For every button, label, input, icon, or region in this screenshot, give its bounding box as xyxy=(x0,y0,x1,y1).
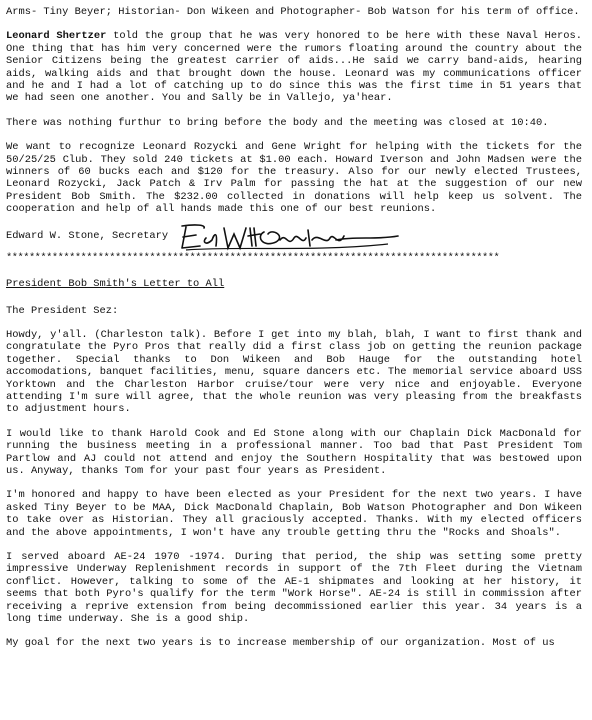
paragraph-shertzer xyxy=(6,30,582,104)
letter-heading: President Bob Smith's Letter to All xyxy=(6,278,225,291)
shertzer-name: Leonard Shertzer xyxy=(6,30,107,43)
letter-paragraph-3: I'm honored and happy to have been elected as your President for the next two years. I have asked Tiny Beyer to be MAA, Dick MacDonald Chaplain, Bob Watson Photographer and Don Wikeen to take over as Historian. They all graciously accepted. Thanks. With my elected officers and the above appointments, I won't have any trouble getting thru the "Rocks and Shoals". xyxy=(6,489,582,539)
letter-salutation: The President Sez: xyxy=(6,304,119,317)
asterisk-divider: ************************************************************************************** xyxy=(6,251,500,264)
letter-paragraph-5: My goal for the next two years is to increase membership of our organization. Most of us xyxy=(6,637,555,650)
paragraph-meeting-closed: There was nothing furthur to bring before the body and the meeting was closed at 10:40. xyxy=(6,116,549,129)
signature-block xyxy=(6,222,582,252)
letter-paragraph-4: I served aboard AE-24 1970 -1974. During that period, the ship was setting some pretty impressive Underway Replenishment records in support of the 7th Fleet during the Vietnam conflict. However, talking to some of the AE-1 shipmates and looking at her history, it seems that both Pyro's qualify for the term "Work Horse". AE-24 is still in commission after receiving a reprive extension from being decommissioned earlier this year. 34 years is a long time underway. She is a good ship. xyxy=(6,551,582,626)
letter-paragraph-1: Howdy, y'all. (Charleston talk). Before I get into my blah, blah, I want to first thank and congratulate the Pyro Pros that really did a first class job on getting the reunion package together. Special thanks to Don Wikeen and Bob Hauge for the outstanding hotel accomodations, banquet facilities, menu, square dancers etc. The memorial service aboard USS Yorktown and the Charleston Harbor cruise/tour were very nice and enjoyable. Everyone attending I'm sure will agree, that the whole reunion was very pleasing from the breakfasts to adjustment hours. xyxy=(6,328,582,416)
secretary-label: Edward W. Stone, Secretary xyxy=(6,230,169,243)
paragraph-recognition: We want to recognize Leonard Rozycki and Gene Wright for helping with the tickets for the 50/25/25 Club. They sold 240 tickets at $1.00 each. Howard Iverson and John Madsen were the winners of 60 bucks each and $120 for the treasury. Also for our newly elected Trustees, Leonard Rozycki, Jack Patch & Irv Palm for passing the hat at the suggestion of our new President Bob Smith. The $232.00 collected in donations will help keep us solvent. The cooperation and help of all hands made this one of our best reunions. xyxy=(6,141,582,216)
paragraph-officers: Arms- Tiny Beyer; Historian- Don Wikeen and Photographer- Bob Watson for his term of office. xyxy=(6,6,580,18)
handwritten-signature xyxy=(176,222,406,252)
letter-paragraph-2: I would like to thank Harold Cook and Ed Stone along with our Chaplain Dick MacDonald for running the business meeting in a professional manner. Too bad that Past President Tom Partlow and AJ could not attend and enjoy the Southern Hospitality that was bestowed upon us. Anyway, thanks Tom for your past four years as President. xyxy=(6,427,582,477)
shertzer-text: told the group that he was very honored to be here with these Naval Heros. One thing that has him very concerned were the rumors floating around the country about the Senior Citizens being the greatest carrier of aids...He said we carry band-aids, hearing aids, walking aids and that brought down the house. Leonard was my communications officer and he and I had a lot of catching up to do since this was the first time in 51 years that we had seen one another. You and Sally be in Vallejo, ya'hear. xyxy=(6,30,582,105)
